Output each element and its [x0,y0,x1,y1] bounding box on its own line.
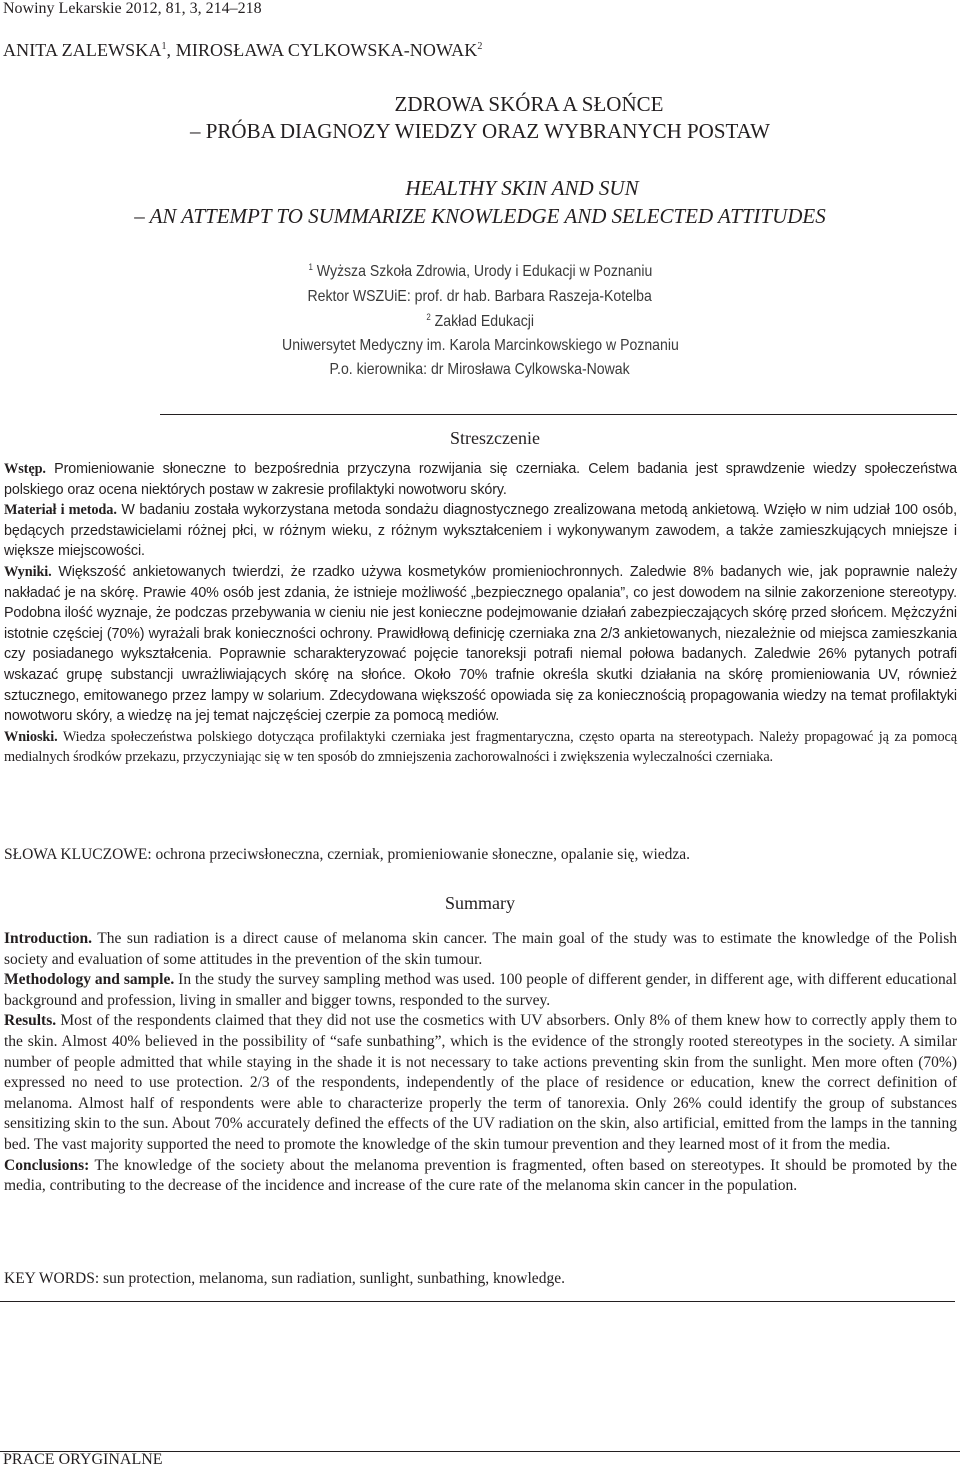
title-english-line: HEALTHY SKIN AND SUN [405,176,639,200]
abstract-polish [4,459,957,768]
abstract-paragraph [4,970,957,1011]
abstract-paragraph [4,562,957,727]
affiliation-text: Wyższa Szkoła Zdrowia, Urody i Edukacji w Poznaniu [312,263,652,280]
affiliation-text: Rektor WSZUiE: prof. dr hab. Barbara Raszeja-Kotelba [307,288,653,305]
title-english-line: – AN ATTEMPT TO SUMMARIZE KNOWLEDGE AND SELECTED ATTITUDES [134,204,826,228]
affiliation-line [0,262,960,281]
affiliation-marker: 2 [426,312,431,322]
title-polish-line: – PRÓBA DIAGNOZY WIEDZY ORAZ WYBRANYCH POSTAW [190,119,770,143]
paragraph-text: Większość ankietowanych twierdzi, że rzadko używa kosmetyków promieniochronnych. Zaledwie 8% badanych wie, jak poprawnie należy nakładać je na skórę. Prawie 40% osób jest zdania, że istnieje możliwość „bezpiecznego opalania”, co jest dowodem na silnie zakorzenione stereotypy. Podobna ilość wyznaje, że podczas przebywania w cieniu nie jest konieczne podejmowanie działań zabezpieczających skórę przed słońcem. Mężczyźni istotnie częściej (70%) wyrażali brak konieczności ochrony. Prawidłową definicję czerniaka zna 2/3 ankietowanych, niezależnie od miejsca zamieszkania czy posiadanego wykształcenia. Poprawnie scharakteryzować pojęcie tanoreksji potrafi niemal połowa badanych. Zaledwie 26% pytanych potrafi wskazać grupę substancji uwrażliwiających skórę na słońce. Około 70% trafnie określa skutki działania na skórę promieniowania UV, również sztucznego, emitowanego przez lampy w solarium. Zdecydowana większość opowiada się za koniecznością propagowania wiedzy na temat profilaktyki nowotworu skóry, a wiedzę na jej temat najczęściej czerpie za pomocą mediów. [4,563,957,725]
author-separator: , [166,40,176,60]
paragraph-text: The sun radiation is a direct cause of melanoma skin cancer. The main goal of the study was to estimate the knowledge of the Polish society and evaluation of some attitudes in the prevention of the skin tumour. [4,930,957,968]
affiliation-line [0,337,960,355]
affiliation-text: Zakład Edukacji [430,313,534,330]
abstract-paragraph [4,1011,957,1155]
section-label: Introduction. [4,930,92,947]
section-label: Conclusions: [4,1156,90,1174]
journal-citation: Nowiny Lekarskie 2012, 81, 3, 214–218 [3,0,262,17]
title-polish-line: ZDROWA SKÓRA A SŁOŃCE [394,92,664,116]
keywords-english: KEY WORDS: sun protection, melanoma, sun radiation, sunlight, sunbathing, knowledge. [4,1270,565,1287]
section-label: Wstęp. [4,461,46,477]
affiliation-line [0,288,960,306]
author-name: ANITA ZALEWSKA [3,40,162,60]
paragraph-text: W badaniu została wykorzystana metoda sondażu diagnostycznego zrealizowana metodą ankietową. Wzięło w nim udział 100 osób, będących przedstawicielami różnej płci, w różnym wieku, z różnym wykształceniem i wykonywanym zawodem, a także zamieszkujących mniejsze i większe miejscowości. [4,502,957,560]
abstract-heading-pl: Streszczenie [450,428,540,448]
section-divider [160,414,957,415]
abstract-paragraph [4,929,957,970]
affiliation-marker: 2 [477,41,483,52]
article-category: PRACE ORYGINALNE [3,1451,163,1468]
abstract-paragraph [4,727,957,768]
paragraph-text: In the study the survey sampling method was used. 100 people of different gender, in different age, with different educational background and profession, living in smaller and bigger towns, responded to the survey. [4,971,957,1009]
author-line [3,40,482,61]
paragraph-text: Most of the respondents claimed that they did not use the cosmetics with UV absorbers. Only 8% of them knew how to correctly apply them to the skin. Almost 40% believed in the possibility of “safe sunbathing”, which is the evidence of the strongly rooted stereotypes in the society. A similar number of people admitted that while staying in the shade it is not necessary to take actions preventing skin from the sunlight. Men more often (70%) expressed no need to use protection. 2/3 of the respondents, independently of the place of residence or education, knew the correct definition of melanoma. Almost half of respondents were able to characterize properly the term of tanorexia. Only 26% could identify the group of substances sensitizing skin to the sun. About 70% accurately defined the effects of the UV radiation on the skin, also artificial, emitted from the lamps in the tanning bed. The vast majority supported the need to promote the knowledge of the skin tumour prevention and they learned most of it from the media. [4,1012,957,1153]
author-name: MIROSŁAWA CYLKOWSKA-NOWAK [175,40,478,60]
section-divider [0,1301,955,1302]
abstract-paragraph [4,459,957,500]
abstract-english [4,929,957,1197]
abstract-paragraph [4,1156,957,1197]
paragraph-text: The knowledge of the society about the melanoma prevention is fragmented, often based on stereotypes. It should be promoted by the media, contributing to the decrease of the incidence and increase of the cure rate of the melanoma skin cancer in the population. [4,1156,957,1195]
paragraph-text: Wiedza społeczeństwa polskiego dotycząca profilaktyki czerniaka jest fragmentaryczna, często oparta na stereotypach. Należy propagować ją za pomocą medialnych środków przekazu, przyczyniając się w ten sposób do zmniejszenia zachorowalności i zwiększenia wyleczalności czerniaka. [4,728,957,766]
affiliation-marker: 1 [308,262,313,272]
section-label: Materiał i metoda. [4,502,117,519]
affiliation-text: Uniwersytet Medyczny im. Karola Marcinkowskiego w Poznaniu [281,337,679,354]
section-label: Wyniki. [4,563,52,580]
keywords-polish: SŁOWA KLUCZOWE: ochrona przeciwsłoneczna, czerniak, promieniowanie słoneczne, opalanie się, wiedza. [4,846,691,863]
abstract-heading-en: Summary [445,893,515,913]
abstract-paragraph [4,500,957,562]
affiliation-line [0,312,960,331]
affiliation-line [0,361,960,379]
paragraph-text: Promieniowanie słoneczne to bezpośrednia przyczyna rozwijania się czerniaka. Celem badania jest sprawdzenie wiedzy społeczeństwa polskiego oraz ocena niektórych postaw w zakresie profilaktyki nowotworu skóry. [4,461,957,498]
section-label: Results. [4,1012,57,1030]
section-label: Methodology and sample. [4,971,175,989]
section-label: Wnioski. [4,728,58,745]
affiliation-text: P.o. kierownika: dr Mirosława Cylkowska-Nowak [329,361,631,378]
affiliation-marker: 1 [161,41,167,52]
